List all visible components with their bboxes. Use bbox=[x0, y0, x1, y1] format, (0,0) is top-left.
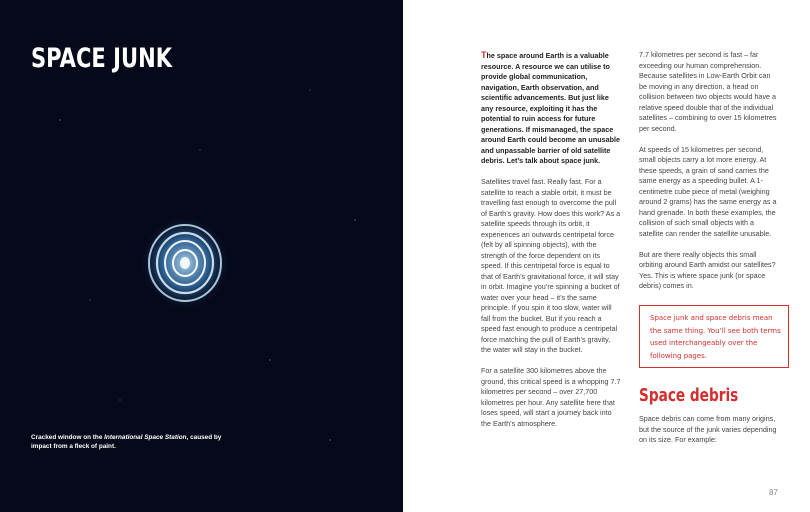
section-heading: Space debris bbox=[639, 386, 739, 406]
paragraph: For a satellite 300 kilometres above the ground, this critical speed is a whopping 7.7 kilometres per second – over 27,700 kilometres per hour. Any satellite here that loses speed, will start a journey back into the Earth’s atmosphere. bbox=[481, 366, 621, 428]
section-body bbox=[639, 414, 779, 456]
paragraph: Satellites travel fast. Really fast. For a satellite to reach a stable orbit, it must be travelling fast enough to overcome the pull of Earth’s gravity. How does this work? As a satellite speeds through its orbit, it experiences an outwards centripetal force (felt by all spinning objects), with the strength of the force dependent on its speed. If this centripetal force is equal to that of Earth’s gravitational force, it will stay in orbit. Imagine you’re spinning a bucket of water over your head – it’s the same principle. If you spin it too slow, water will fall from the bucket. But if you reach a speed fast enough to produce a centripetal force matching the pull of Earth’s gravity, the water will stay in the bucket. bbox=[481, 177, 621, 354]
paragraph: But are there really objects this small orbiting around Earth amidst our satellites? Yes. This is where space junk (or space debris) comes in. bbox=[639, 249, 776, 290]
photo-caption: Cracked window on the International Space Station, caused by impact from a fleck of paint. bbox=[31, 434, 222, 450]
paragraph: Space debris can come from many origins, but the source of the junk varies depending on its size. For example: bbox=[639, 414, 777, 444]
page-number: 87 bbox=[769, 488, 778, 497]
drop-cap: T bbox=[481, 50, 487, 60]
paragraph: 7.7 kilometres per second is fast – far exceeding our human comprehension. Because satellites in Low-Earth Orbit can be moving in any direction, a head on collision between two objects would have a relative speed double that of the individual satellites – combining to over 15 kilometres per second. bbox=[639, 50, 777, 133]
text-column-1 bbox=[481, 50, 621, 440]
text-page bbox=[403, 0, 810, 512]
callout-box: Space junk and space debris mean the same thing. You’ll see both terms used interchangeably over the following pages. bbox=[639, 305, 789, 368]
page-title: SPACE JUNK bbox=[31, 43, 173, 74]
window-crack-image bbox=[140, 215, 230, 310]
text-column-2 bbox=[639, 50, 779, 302]
paragraph: At speeds of 15 kilometres per second, small objects carry a lot more energy. At these speeds, a grain of sand carries the same energy as a speeding bullet. A 1-centimetre cube piece of metal (weighing around 2 grams) has the same energy as a hand grenade. In both these examples, the collision of such small objects with a satellite can render the satellite unusable. bbox=[639, 144, 777, 238]
lead-paragraph: The space around Earth is a valuable resource. A resource we can utilise to provide global communication, navigation, Earth observation, and scientific advancements. But just like any resource, exploiting it has the potential to ruin access for future generations. If mismanaged, the space around Earth could become an unusable and unpassable barrier of old satellite debris. Let’s talk about space junk. bbox=[481, 50, 620, 165]
photo-panel bbox=[0, 0, 403, 512]
